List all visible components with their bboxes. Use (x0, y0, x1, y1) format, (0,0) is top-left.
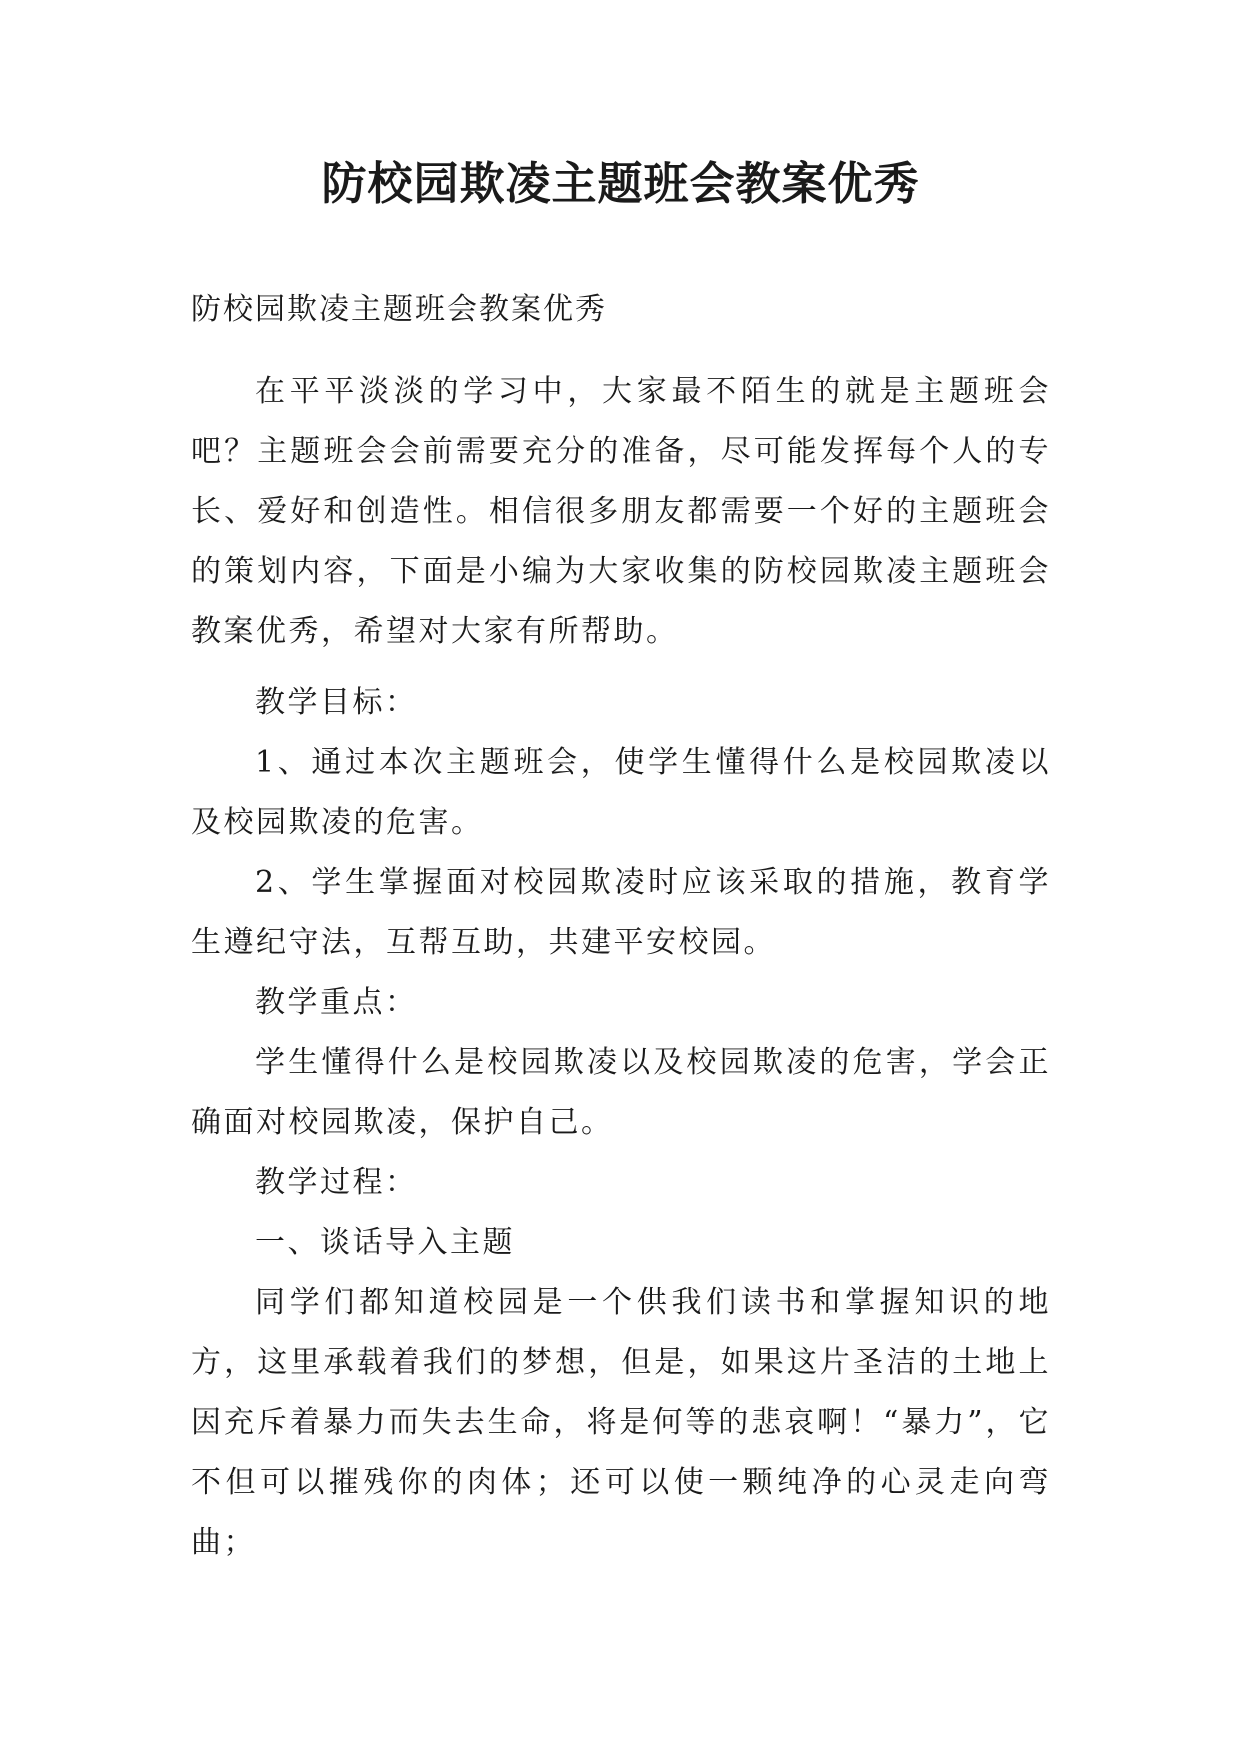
objective-item-1: 1、通过本次主题班会，使学生懂得什么是校园欺凌以及校园欺凌的危害。 (191, 745, 1051, 840)
intro-block (191, 362, 1051, 662)
section-heading-objectives: 教学目标： (255, 685, 418, 720)
objective-item-2: 2、学生掌握面对校园欺凌时应该采取的措施，教育学生遵纪守法，互帮互助，共建平安校园。 (191, 865, 1051, 960)
process-step-1-paragraph: 同学们都知道校园是一个供我们读书和掌握知识的地方，这里承载着我们的梦想，但是，如果这片圣洁的土地上因充斥着暴力而失去生命，将是何等的悲哀啊！“暴力”，它不但可以摧残你的肉体；还可以使一颗纯净的心灵走向弯曲； (191, 1285, 1051, 1560)
intro-paragraph: 在平平淡淡的学习中，大家最不陌生的就是主题班会吧？主题班会会前需要充分的准备，尽可能发挥每个人的专长、爱好和创造性。相信很多朋友都需要一个好的主题班会的策划内容，下面是小编为大家收集的防校园欺凌主题班会教案优秀，希望对大家有所帮助。 (191, 374, 1051, 649)
process-step-1-heading: 一、谈话导入主题 (255, 1225, 515, 1260)
document-subtitle: 防校园欺凌主题班会教案优秀 (191, 292, 607, 327)
section-heading-process: 教学过程： (255, 1165, 418, 1200)
key-points-paragraph: 学生懂得什么是校园欺凌以及校园欺凌的危害，学会正确面对校园欺凌，保护自己。 (191, 1045, 1051, 1140)
section-heading-key-points: 教学重点： (255, 985, 418, 1020)
document-title: 防校园欺凌主题班会教案优秀 (321, 157, 920, 210)
content-block (191, 673, 1051, 1573)
